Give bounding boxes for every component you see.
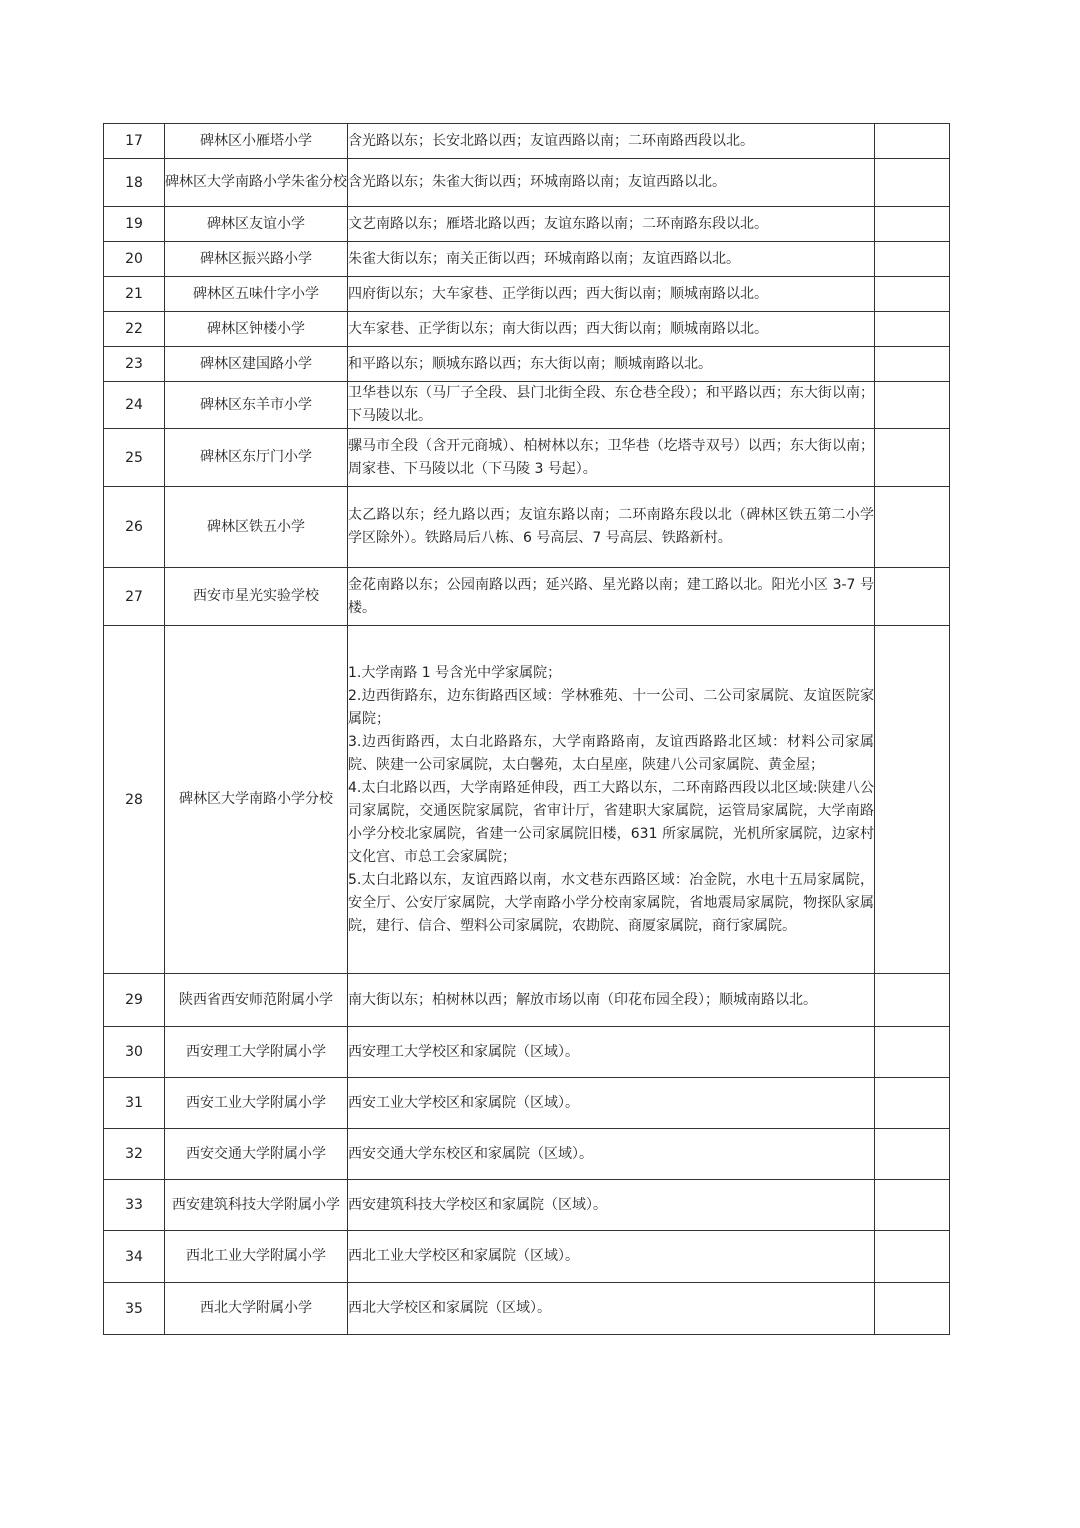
table-row [104, 1283, 950, 1335]
catchment-area-line: 西安工业大学校区和家属院（区域）。 [348, 1094, 579, 1111]
catchment-area-line: 4.太白北路以西，大学南路延伸段，西工大路以东，二环南路西段以北区域:陕建八公司家属院，交通医院家属院，省审计厅，省建职大家属院，运管局家属院，大学南路小学分校北家属院，省建一公司家属院旧楼，631 所家属院，光机所家属院，边家村文化宫、市总工会家属院； [348, 779, 874, 865]
remarks-cell [875, 1027, 950, 1078]
row-number: 33 [104, 1180, 165, 1231]
catchment-area-line: 卫华巷以东（马厂子全段、县门北街全段、东仓巷全段）；和平路以西；东大街以南；下马陵以北。 [348, 385, 874, 424]
table-row [104, 382, 950, 429]
school-name: 碑林区东羊市小学 [165, 382, 348, 429]
catchment-area [348, 242, 875, 277]
catchment-area [348, 568, 875, 626]
remarks-cell [875, 159, 950, 207]
catchment-area-line: 金花南路以东；公园南路以西；延兴路、星光路以南；建工路以北。阳光小区 3-7 号楼。 [348, 576, 874, 616]
row-number: 30 [104, 1027, 165, 1078]
catchment-area [348, 312, 875, 347]
catchment-area [348, 277, 875, 312]
school-district-table [103, 123, 950, 1335]
catchment-area [348, 974, 875, 1027]
catchment-area-line: 朱雀大街以东；南关正街以西；环城南路以南；友谊西路以北。 [348, 250, 740, 267]
row-number: 25 [104, 429, 165, 487]
catchment-area [348, 159, 875, 207]
row-number: 22 [104, 312, 165, 347]
catchment-area-line: 3.边西街路西，太白北路路东，大学南路路南，友谊西路路北区域：材料公司家属院、陕建一公司家属院，太白馨苑，太白星座，陕建八公司家属院、黄金屋； [348, 733, 874, 773]
school-name: 碑林区大学南路小学朱雀分校 [165, 159, 348, 207]
table-row [104, 487, 950, 568]
table-row [104, 347, 950, 382]
school-name: 西北工业大学附属小学 [165, 1231, 348, 1283]
catchment-area [348, 207, 875, 242]
table-row [104, 242, 950, 277]
remarks-cell [875, 429, 950, 487]
school-name: 碑林区振兴路小学 [165, 242, 348, 277]
catchment-area [348, 1027, 875, 1078]
catchment-area [348, 1129, 875, 1180]
table-row [104, 1078, 950, 1129]
table-row [104, 1180, 950, 1231]
remarks-cell [875, 1231, 950, 1283]
remarks-cell [875, 1283, 950, 1335]
row-number: 28 [104, 626, 165, 974]
row-number: 34 [104, 1231, 165, 1283]
school-name: 碑林区小雁塔小学 [165, 124, 348, 159]
catchment-area-line: 骡马市全段（含开元商城）、柏树林以东；卫华巷（圪塔寺双号）以西；东大街以南；周家巷、下马陵以北（下马陵 3 号起）。 [348, 437, 874, 477]
remarks-cell [875, 568, 950, 626]
table-row [104, 626, 950, 974]
remarks-cell [875, 626, 950, 974]
table-row [104, 277, 950, 312]
remarks-cell [875, 207, 950, 242]
row-number: 19 [104, 207, 165, 242]
remarks-cell [875, 1078, 950, 1129]
school-name: 碑林区建国路小学 [165, 347, 348, 382]
catchment-area-line: 四府街以东；大车家巷、正学街以西；西大街以南；顺城南路以北。 [348, 285, 768, 302]
table-row [104, 1129, 950, 1180]
catchment-area-line: 含光路以东；朱雀大街以西；环城南路以南；友谊西路以北。 [348, 174, 726, 190]
catchment-area-line: 含光路以东；长安北路以西；友谊西路以南；二环南路西段以北。 [348, 132, 754, 149]
row-number: 23 [104, 347, 165, 382]
row-number: 26 [104, 487, 165, 568]
school-name: 西安市星光实验学校 [165, 568, 348, 626]
catchment-area [348, 626, 875, 974]
catchment-area-line: 西北工业大学校区和家属院（区域）。 [348, 1248, 579, 1264]
catchment-area [348, 382, 875, 429]
school-name: 碑林区东厅门小学 [165, 429, 348, 487]
table-row [104, 124, 950, 159]
remarks-cell [875, 487, 950, 568]
school-name: 陕西省西安师范附属小学 [165, 974, 348, 1027]
row-number: 31 [104, 1078, 165, 1129]
catchment-area-line: 西安理工大学校区和家属院（区域）。 [348, 1043, 579, 1060]
school-name: 西北大学附属小学 [165, 1283, 348, 1335]
remarks-cell [875, 347, 950, 382]
remarks-cell [875, 1129, 950, 1180]
row-number: 29 [104, 974, 165, 1027]
row-number: 35 [104, 1283, 165, 1335]
remarks-cell [875, 382, 950, 429]
catchment-area-line: 太乙路以东；经九路以西；友谊东路以南；二环南路东段以北（碑林区铁五第二小学学区除外）。铁路局后八栋、6 号高层、7 号高层、铁路新村。 [348, 507, 874, 546]
school-name: 碑林区钟楼小学 [165, 312, 348, 347]
school-name: 碑林区铁五小学 [165, 487, 348, 568]
row-number: 21 [104, 277, 165, 312]
school-name: 西安理工大学附属小学 [165, 1027, 348, 1078]
table-row [104, 1231, 950, 1283]
school-name: 西安建筑科技大学附属小学 [165, 1180, 348, 1231]
catchment-area-line: 南大街以东；柏树林以西；解放市场以南（印花布园全段）；顺城南路以北。 [348, 991, 817, 1008]
catchment-area-line: 西北大学校区和家属院（区域）。 [348, 1300, 551, 1316]
table-body [104, 124, 950, 1335]
remarks-cell [875, 1180, 950, 1231]
table-row [104, 1027, 950, 1078]
catchment-area-line: 文艺南路以东；雁塔北路以西；友谊东路以南；二环南路东段以北。 [348, 215, 768, 232]
catchment-area-line: 西安交通大学东校区和家属院（区域）。 [348, 1145, 593, 1162]
catchment-area [348, 429, 875, 487]
table-row [104, 568, 950, 626]
remarks-cell [875, 124, 950, 159]
catchment-area-line: 西安建筑科技大学校区和家属院（区域）。 [348, 1196, 607, 1213]
remarks-cell [875, 974, 950, 1027]
catchment-area [348, 1078, 875, 1129]
row-number: 20 [104, 242, 165, 277]
catchment-area [348, 124, 875, 159]
row-number: 24 [104, 382, 165, 429]
row-number: 17 [104, 124, 165, 159]
table-row [104, 974, 950, 1027]
table-row [104, 429, 950, 487]
catchment-area-line: 和平路以东；顺城东路以西；东大街以南；顺城南路以北。 [348, 355, 712, 372]
catchment-area-line: 1.大学南路 1 号含光中学家属院； [348, 664, 562, 681]
catchment-area [348, 1283, 875, 1335]
catchment-area [348, 1231, 875, 1283]
school-name: 西安工业大学附属小学 [165, 1078, 348, 1129]
school-name: 西安交通大学附属小学 [165, 1129, 348, 1180]
school-name: 碑林区友谊小学 [165, 207, 348, 242]
school-name: 碑林区大学南路小学分校 [165, 626, 348, 974]
catchment-area-line: 2.边西街路东，边东街路西区域：学林雅苑、十一公司、二公司家属院、友谊医院家属院； [348, 687, 874, 727]
table-row [104, 159, 950, 207]
table-row [104, 207, 950, 242]
table-row [104, 312, 950, 347]
remarks-cell [875, 277, 950, 312]
row-number: 18 [104, 159, 165, 207]
remarks-cell [875, 242, 950, 277]
row-number: 27 [104, 568, 165, 626]
catchment-area-line: 大车家巷、正学街以东；南大街以西；西大街以南；顺城南路以北。 [348, 320, 768, 337]
catchment-area-line: 5.太白北路以东，友谊西路以南，水文巷东西路区域：冶金院，水电十五局家属院，安全厅、公安厅家属院，大学南路小学分校南家属院，省地震局家属院，物探队家属院，建行、信合、塑料公司家属院，农勘院、商厦家属院，商行家属院。 [348, 871, 874, 934]
catchment-area [348, 347, 875, 382]
school-name: 碑林区五味什字小学 [165, 277, 348, 312]
row-number: 32 [104, 1129, 165, 1180]
catchment-area [348, 487, 875, 568]
remarks-cell [875, 312, 950, 347]
catchment-area [348, 1180, 875, 1231]
